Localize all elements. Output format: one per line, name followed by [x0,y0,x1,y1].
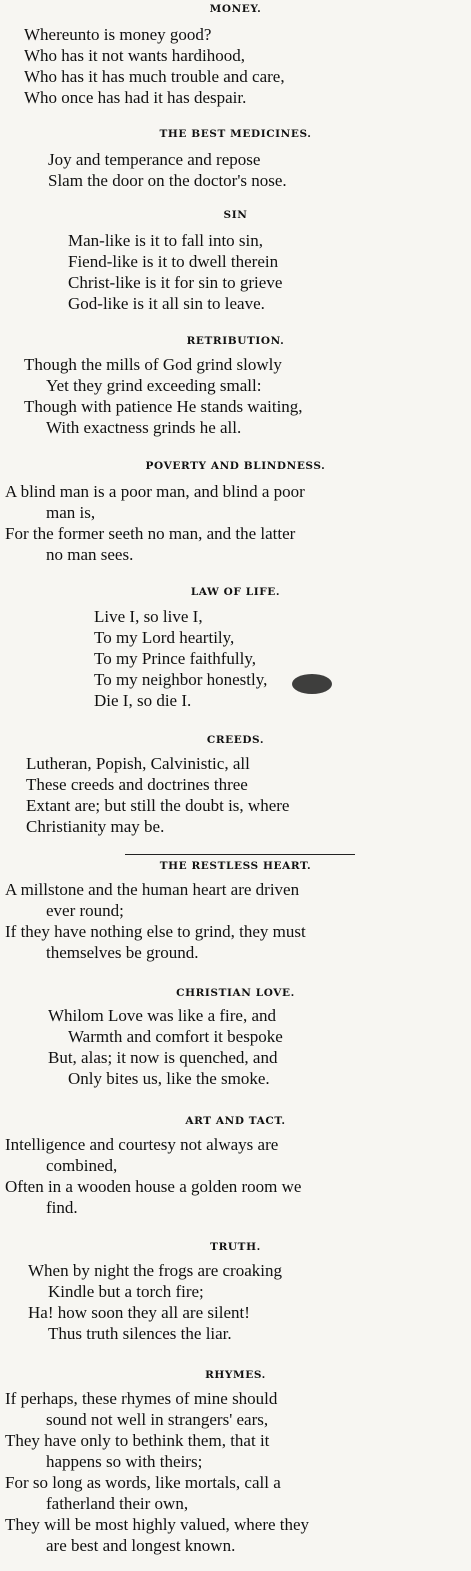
verse-line: But, alas; it now is quenched, and [48,1048,278,1067]
verse-line: To my neighbor honestly, [94,670,268,689]
verse-line: Ha! how soon they all are silent! [28,1303,250,1322]
verse-line: Live I, so live I, [94,607,203,626]
verse-line: fatherland their own, [46,1494,189,1513]
verse-line: They have only to bethink them, that it [5,1431,270,1450]
section-title: LAW OF LIFE. [190,586,281,598]
verse-line: Joy and temperance and repose [48,150,261,169]
section-retribution [0,334,471,438]
verse-line: Slam the door on the doctor's nose. [48,171,287,190]
verse-line: To my Lord heartily, [94,628,235,647]
section-title: CREEDS. [206,734,265,746]
verse-line: Die I, so die I. [94,691,192,710]
verse-line: ever round; [46,901,124,920]
verse-line: Christ-like is it for sin to grieve [68,273,283,292]
section-best-medicines [0,127,471,191]
verse-line: For so long as words, like mortals, call a [5,1473,281,1492]
verse-line: happens so with theirs; [46,1452,203,1471]
verse-line: God-like is it all sin to leave. [68,294,265,313]
verse-line: Kindle but a torch fire; [48,1282,204,1301]
section-restless-heart [0,859,471,963]
section-title: THE BEST MEDICINES. [159,128,312,140]
section-title: TRUTH. [210,1241,261,1253]
section-money [0,2,471,108]
section-poverty-and-blindness [0,459,471,565]
section-title: CHRISTIAN LOVE. [176,987,295,999]
verse-line: A millstone and the human heart are driven [5,880,300,899]
verse-line: Christianity may be. [26,817,165,836]
verse-line: Who once has had it has despair. [24,88,247,107]
verse-line: Lutheran, Popish, Calvinistic, all [26,754,250,773]
verse-line: For the former seeth no man, and the latter [5,524,296,543]
section-rhymes [0,1368,471,1556]
section-divider [125,854,355,855]
verse-line: Who has it has much trouble and care, [24,67,285,86]
verse-line: combined, [46,1156,118,1175]
section-title: ART AND TACT. [185,1115,286,1127]
verse-line: Though with patience He stands waiting, [24,397,303,416]
section-title: RETRIBUTION. [186,335,285,347]
section-title: RHYMES. [205,1369,266,1381]
verse-line: Only bites us, like the smoke. [68,1069,270,1088]
verse-line: With exactness grinds he all. [46,418,242,437]
verse-line: To my Prince faithfully, [94,649,257,668]
verse-line: Often in a wooden house a golden room we [5,1177,302,1196]
verse-line: Extant are; but still the doubt is, where [26,796,290,815]
verse-line: sound not well in strangers' ears, [46,1410,269,1429]
verse-line: These creeds and doctrines three [26,775,248,794]
verse-line: Whilom Love was like a fire, and [48,1006,277,1025]
verse-line: find. [46,1198,78,1217]
section-law-of-life [0,585,471,711]
verse-line: Fiend-like is it to dwell therein [68,252,279,271]
ink-blot [292,674,332,694]
section-sin [0,208,471,314]
section-art-and-tact [0,1114,471,1218]
verse-line: Warmth and comfort it bespoke [68,1027,283,1046]
verse-line: Man-like is it to fall into sin, [68,231,264,250]
verse-line: A blind man is a poor man, and blind a poor [5,482,305,501]
verse-line: If perhaps, these rhymes of mine should [5,1389,278,1408]
section-creeds [0,733,471,837]
verse-line: man is, [46,503,96,522]
verse-line: Who has it not wants hardihood, [24,46,245,65]
verse-line: Yet they grind exceeding small: [46,376,262,395]
section-christian-love [0,986,471,1089]
verse-line: Though the mills of God grind slowly [24,355,282,374]
verse-line: themselves be ground. [46,943,199,962]
section-truth [0,1240,471,1344]
verse-line: They will be most highly valued, where they [5,1515,310,1534]
verse-line: If they have nothing else to grind, they must [5,922,306,941]
verse-line: When by night the frogs are croaking [28,1261,282,1280]
section-title: POVERTY AND BLINDNESS. [145,460,326,472]
verse-line: Intelligence and courtesy not always are [5,1135,279,1154]
verse-line: no man sees. [46,545,134,564]
section-title: SIN [223,209,248,221]
section-title: MONEY. [209,3,262,15]
verse-line: are best and longest known. [46,1536,236,1555]
verse-line: Thus truth silences the liar. [48,1324,232,1343]
verse-line: Whereunto is money good? [24,25,212,44]
section-title: THE RESTLESS HEART. [159,860,312,872]
